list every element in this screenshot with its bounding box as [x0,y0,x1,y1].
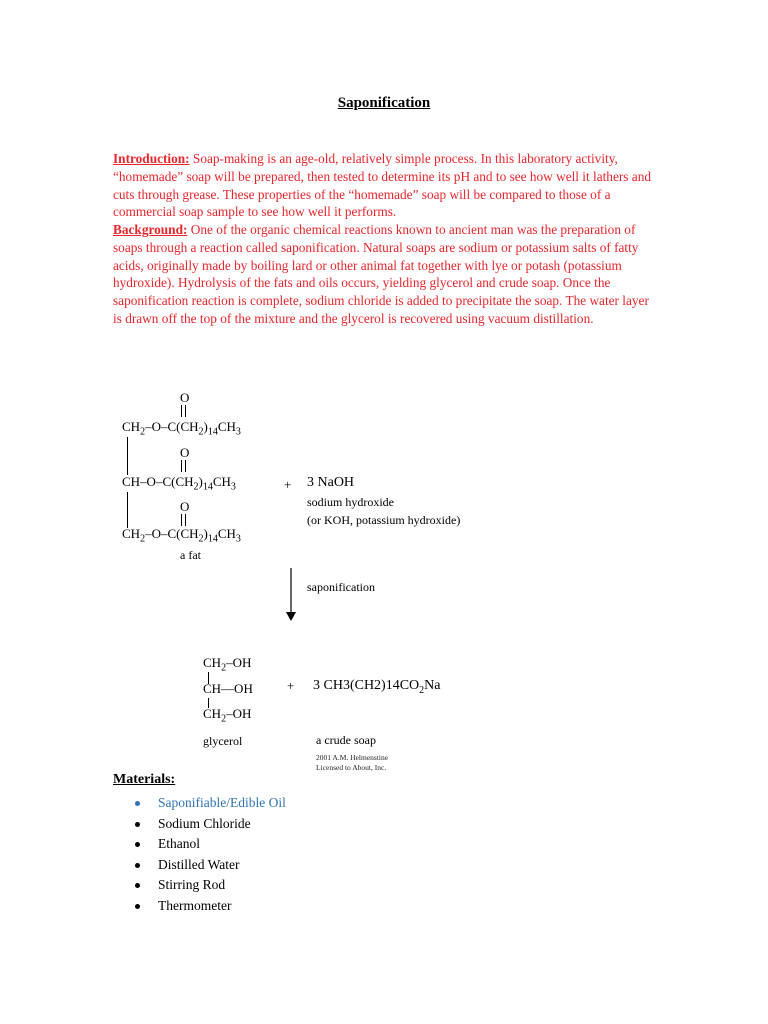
fat-label: a fat [180,548,201,562]
saponification-arrow-label: saponification [307,580,375,594]
soap-formula: 3 $CH3(CH2)14CO_2Na$ [313,678,441,696]
reaction-arrow-icon [284,568,298,623]
fat-row-2: $CH-O-C(CH_2)_{14}CH_3$ [122,474,236,493]
carbonyl-oxygen-3: O [180,499,190,514]
backbone-bond-1 [127,437,128,475]
glycerol-row-2: CH—OH [203,681,253,696]
crude-soap-label: a crude soap [316,733,376,747]
list-item: Thermometer [113,896,286,917]
list-item: Sodium Chloride [113,814,286,835]
list-item: Distilled Water [113,855,286,876]
credit-line-1: 2001 A.M. Helmenstine [316,753,389,762]
double-bond-1 [181,405,186,417]
backbone-bond-2 [127,492,128,528]
glycerol-row-1: $CH_2-OH$ [203,655,252,674]
fat-row-1: $CH_2-O-C(CH_2)_{14}CH_3$ [122,419,241,438]
introduction-paragraph [113,150,658,221]
list-item: Stirring Rod [113,875,286,896]
double-bond-2 [181,460,186,472]
glycerol-label: glycerol [203,734,243,748]
fat-row-3: $CH_2-O-C(CH_2)_{14}CH_3$ [122,526,241,545]
double-bond-3 [181,514,186,526]
introduction-text: Soap-making is an age-old, relatively simple process. In this laboratory activity, “homemade” soap will be prepared, then tested to determine its pH and to see how well it lathers and cuts through grease. These properties of the “homemade” soap will be compared to those of a commercial soap sample to see how well it performs. [113,151,651,220]
background-label: Background: [113,222,188,237]
naoh-formula: 3 NaOH [307,475,355,490]
carbonyl-oxygen-2: O [180,445,190,460]
background-paragraph [113,221,658,328]
glycerol-row-3: $CH_2-OH$ [203,706,252,725]
plus-sign-1: + [284,477,292,492]
naoh-name: sodium hydroxide [307,495,394,509]
materials-list [113,793,286,916]
background-text: One of the organic chemical reactions known to ancient man was the preparation of soaps through a reaction called saponification. Natural soaps are sodium or potassium salts of fatty acids, originally made by boiling lard or other animal fat together with lye or potash (potassium hydroxide). Hydrolysis of the fats and oils occurs, yielding glycerol and crude soap. Once the saponification reaction is complete, sodium chloride is added to precipitate the soap. The water layer is drawn off the top of the mixture and the glycerol is recovered using vacuum distillation. [113,222,649,326]
introduction-label: Introduction: [113,151,190,166]
list-item: Saponifiable/Edible Oil [113,793,286,814]
list-item: Ethanol [113,834,286,855]
materials-heading: Materials: [113,772,176,787]
page-title: Saponification [337,95,431,111]
koh-alternative: (or KOH, potassium hydroxide) [307,513,461,527]
credit-line-2: Licensed to About, Inc. [316,763,387,772]
plus-sign-2: + [287,678,295,693]
carbonyl-oxygen-1: O [180,390,190,405]
